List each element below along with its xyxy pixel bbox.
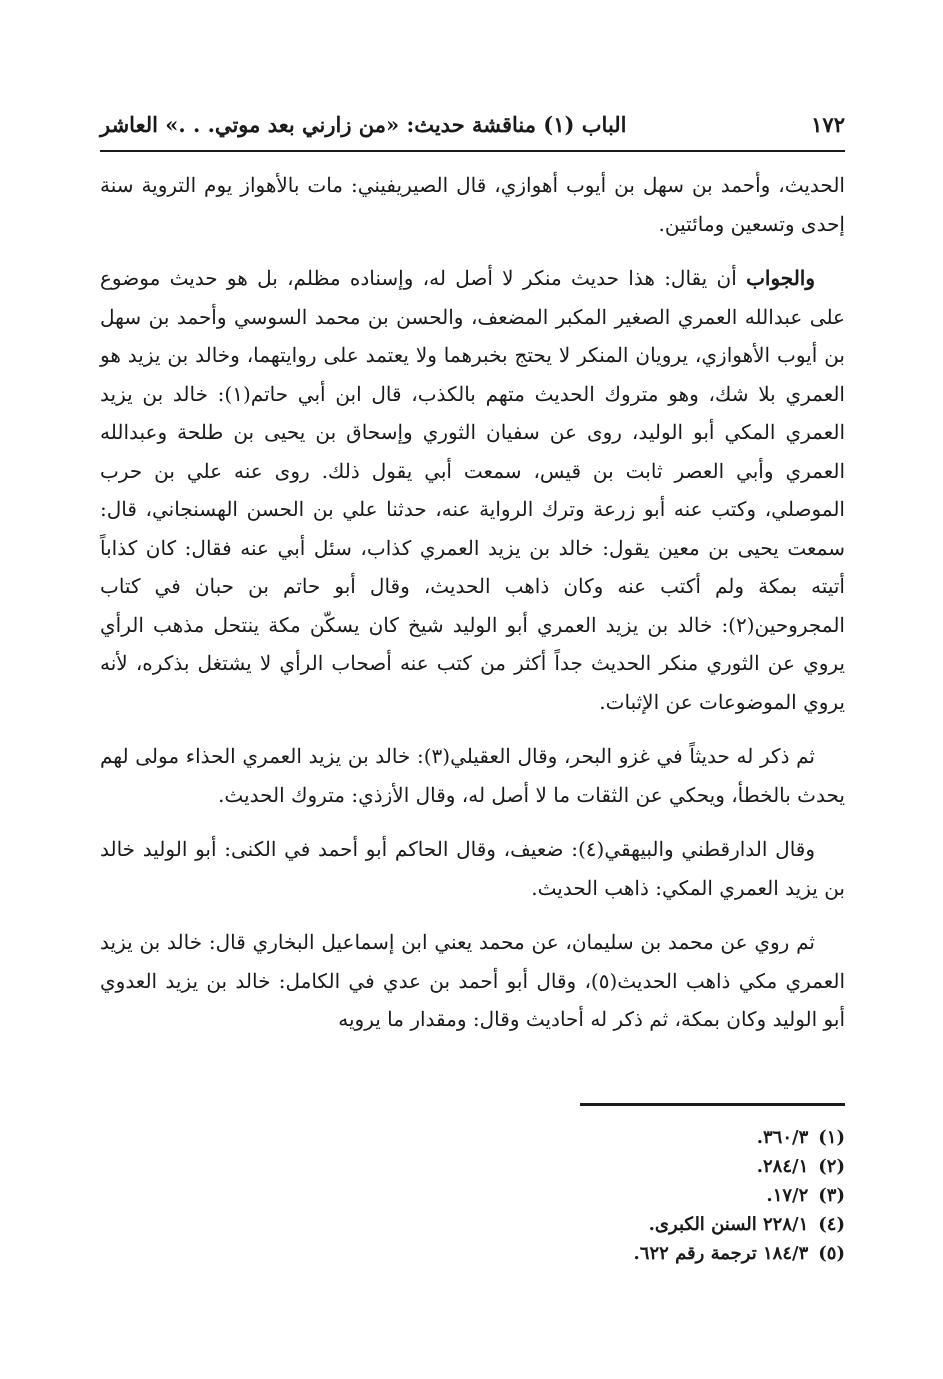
footnote-text: ١٨٤/٣ ترجمة رقم ٦٢٢. <box>633 1243 809 1264</box>
footnote-text: ٢٨٤/١. <box>756 1156 809 1177</box>
footnote-item <box>300 1239 845 1268</box>
footnote-number: (٥) <box>818 1243 845 1264</box>
paragraph-5: ثم روي عن محمد بن سليمان، عن محمد يعني ابن إسماعيل البخاري قال: خالد بن يزيد العمري مكي ذاهب الحديث(٥)، وقال أبو أحمد بن عدي في الكامل: خالد بن يزيد العدوي أبو الوليد وكان بمكة، ثم ذكر له أحاديث وقال: ومقدار ما يرويه <box>100 930 845 1031</box>
footnote-text: ١٧/٢. <box>766 1185 809 1206</box>
main-text <box>100 166 845 1055</box>
footnote-item <box>300 1210 845 1239</box>
page-number: ١٧٢ <box>811 112 845 137</box>
footnote-number: (٢) <box>818 1156 845 1177</box>
footnote-number: (٣) <box>818 1185 845 1206</box>
paragraph-3: ثم ذكر له حديثاً في غزو البحر، وقال العقيلي(٣): خالد بن يزيد العمري الحذاء مولى لهم يحدث بالخطأ، ويحكي عن الثقات ما لا أصل له، وقال الأزذي: متروك الحديث. <box>100 744 845 807</box>
footnote-divider <box>580 1103 845 1106</box>
paragraph-2-text: أن يقال: هذا حديث منكر لا أصل له، وإسناده مظلم، بل هو حديث موضوع على عبدالله العمري الصغير المكبر المضعف، والحسن بن محمد السوسي وأحمد بن سهل بن أيوب الأهوازي، يرويان المنكر لا يحتج بخبرهما ولا يعتمد على روايتهما، وخالد بن يزيد هو العمري بلا شك، وهو متروك الحديث متهم بالكذب، قال ابن أبي حاتم(١): خالد بن يزيد العمري المكي أبو الوليد، روى عن سفيان الثوري وإسحاق بن يحيى بن طلحة وعبدالله العمري وأبي العصر ثابت بن قيس، سمعت أبي يقول ذلك. روى عنه علي بن حرب الموصلي، وكتب عنه أبو زرعة وترك الرواية عنه، حدثنا علي بن الحسن الهسنجاني، قال: سمعت يحيى بن معين يقول: خالد بن يزيد العمري كذاب، سئل أبي عنه فقال: كان كذاباً أتيته بمكة ولم أكتب عنه وكان ذاهب الحديث، وقال أبو حاتم بن حبان في كتاب المجروحين(٢): خالد بن يزيد العمري أبو الوليد شيخ كان يسكّن مكة ينتحل مذهب الرأي يروي عن الثوري منكر الحديث جداً أكثر من كتب عنه أصحاب الرأي لا يشتغل بذكره، لأنه يروي الموضوعات عن الإثبات. <box>100 266 846 714</box>
running-header <box>100 112 845 142</box>
footnote-item <box>300 1181 845 1210</box>
header-divider <box>100 150 845 152</box>
footnote-number: (٤) <box>818 1214 845 1235</box>
footnote-item <box>300 1152 845 1181</box>
footnote-text: ٢٢٨/١ السنن الكبرى. <box>648 1214 809 1235</box>
footnote-text: ٣٦٠/٣. <box>756 1127 809 1148</box>
answer-lead: والجواب <box>746 266 816 290</box>
footnotes <box>300 1123 845 1268</box>
paragraph-2 <box>100 259 845 721</box>
paragraph-4: وقال الدارقطني والبيهقي(٤): ضعيف، وقال الحاكم أبو أحمد في الكنى: أبو الوليد خالد بن يزيد العمري المكي: ذاهب الحديث. <box>100 837 845 900</box>
chapter-title: الباب (١) مناقشة حديث: «من زارني بعد موتي. . .» العاشر <box>100 112 627 137</box>
footnote-number: (١) <box>818 1127 845 1148</box>
paragraph-1: الحديث، وأحمد بن سهل بن أيوب أهوازي، قال الصيريفيني: مات بالأهواز يوم التروية سنة إحدى وتسعين ومائتين. <box>100 173 845 236</box>
footnote-item <box>300 1123 845 1152</box>
